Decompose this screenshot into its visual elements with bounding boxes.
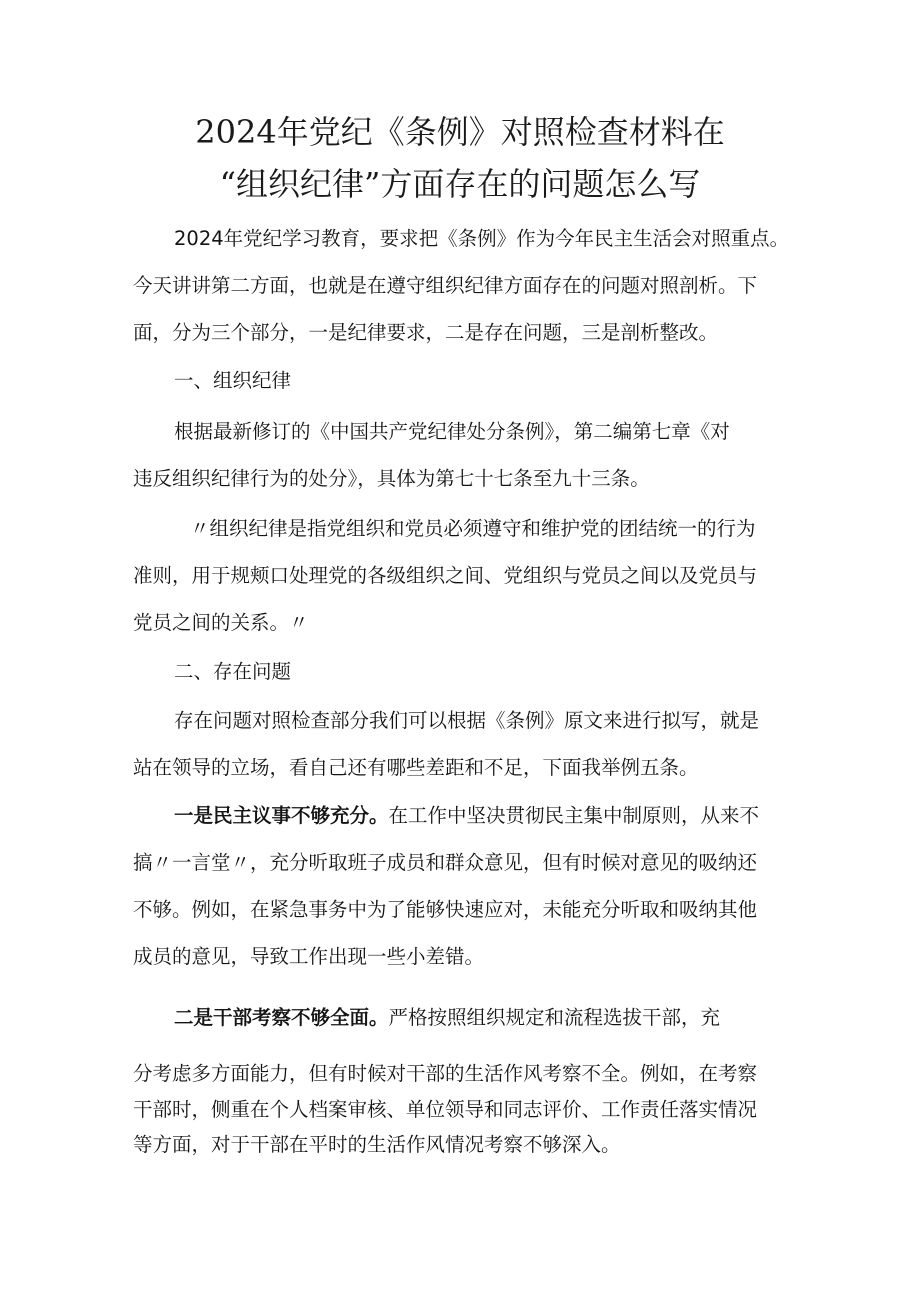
paragraph-2-line-2: 违反组织纪律行为的处分》，具体为第七十七条至九十三条。 — [133, 467, 650, 490]
paragraph-5-line-1 — [174, 803, 759, 829]
paragraph-6-line-2: 分考虑多方面能力，但有时候对干部的生活作风考察不全。例如，在考察 — [133, 1062, 758, 1085]
paragraph-6-lead: 二是干部考察不够全面。 — [174, 1006, 389, 1029]
paragraph-5-line-2: 搞〃一言堂〃，充分听取班子成员和群众意见，但有时候对意见的吸纳还 — [133, 851, 758, 874]
paragraph-1-line-1: 2024年党纪学习教育，要求把《条例》作为今年民主生活会对照重点。 — [174, 227, 790, 250]
paragraph-6-line-4: 等方面，对于干部在平时的生活作风情况考察不够深入。 — [133, 1133, 621, 1156]
paragraph-5-lead: 一是民主议事不够充分。 — [174, 804, 389, 827]
section-heading-2: 二、存在问题 — [174, 660, 292, 683]
paragraph-5-line-4: 成员的意见，导致工作出现一些小差错。 — [133, 945, 485, 968]
paragraph-5-line-1-rest: 在工作中坚决贯彻民主集中制原则，从来不 — [388, 804, 760, 827]
paragraph-5-line-3: 不够。例如，在紧急事务中为了能够快速应对，未能充分听取和吸纳其他 — [133, 898, 758, 921]
paragraph-4-line-2: 站在领导的立场，看自己还有哪些差距和不足，下面我举例五条。 — [133, 756, 699, 779]
document-title-line-1: 2024年党纪《条例》对照检查材料在 — [195, 113, 725, 151]
paragraph-2-line-1: 根据最新修订的《中国共产党纪律处分条例》，第二编第七章《对 — [174, 420, 730, 443]
document-title-line-2: “组织纪律”方面存在的问题怎么写 — [219, 165, 701, 203]
section-heading-1: 一、组织纪律 — [174, 369, 292, 392]
paragraph-3-line-3: 党员之间的关系。〃 — [133, 611, 309, 634]
paragraph-1-line-2: 今天讲讲第二方面，也就是在遵守组织纪律方面存在的问题对照剖析。下 — [133, 274, 758, 297]
paragraph-6-line-3: 干部时，侧重在个人档案审核、单位领导和同志评价、工作责任落实情况 — [133, 1098, 758, 1121]
paragraph-6-line-1-rest: 严格按照组织规定和流程选拔干部，充 — [388, 1006, 721, 1029]
paragraph-1-line-3: 面，分为三个部分，一是纪律要求，二是存在问题，三是剖析整改。 — [133, 321, 719, 344]
paragraph-6-line-1 — [174, 1005, 720, 1031]
paragraph-3-line-1: 〃组织纪律是指党组织和党员必须遵守和维护党的团结统一的行为 — [190, 517, 756, 540]
paragraph-3-line-2: 准则，用于规颊口处理党的各级组织之间、党组织与党员之间以及党员与 — [133, 564, 758, 587]
paragraph-4-line-1: 存在问题对照检查部分我们可以根据《条例》原文来进行拟写，就是 — [174, 709, 760, 732]
